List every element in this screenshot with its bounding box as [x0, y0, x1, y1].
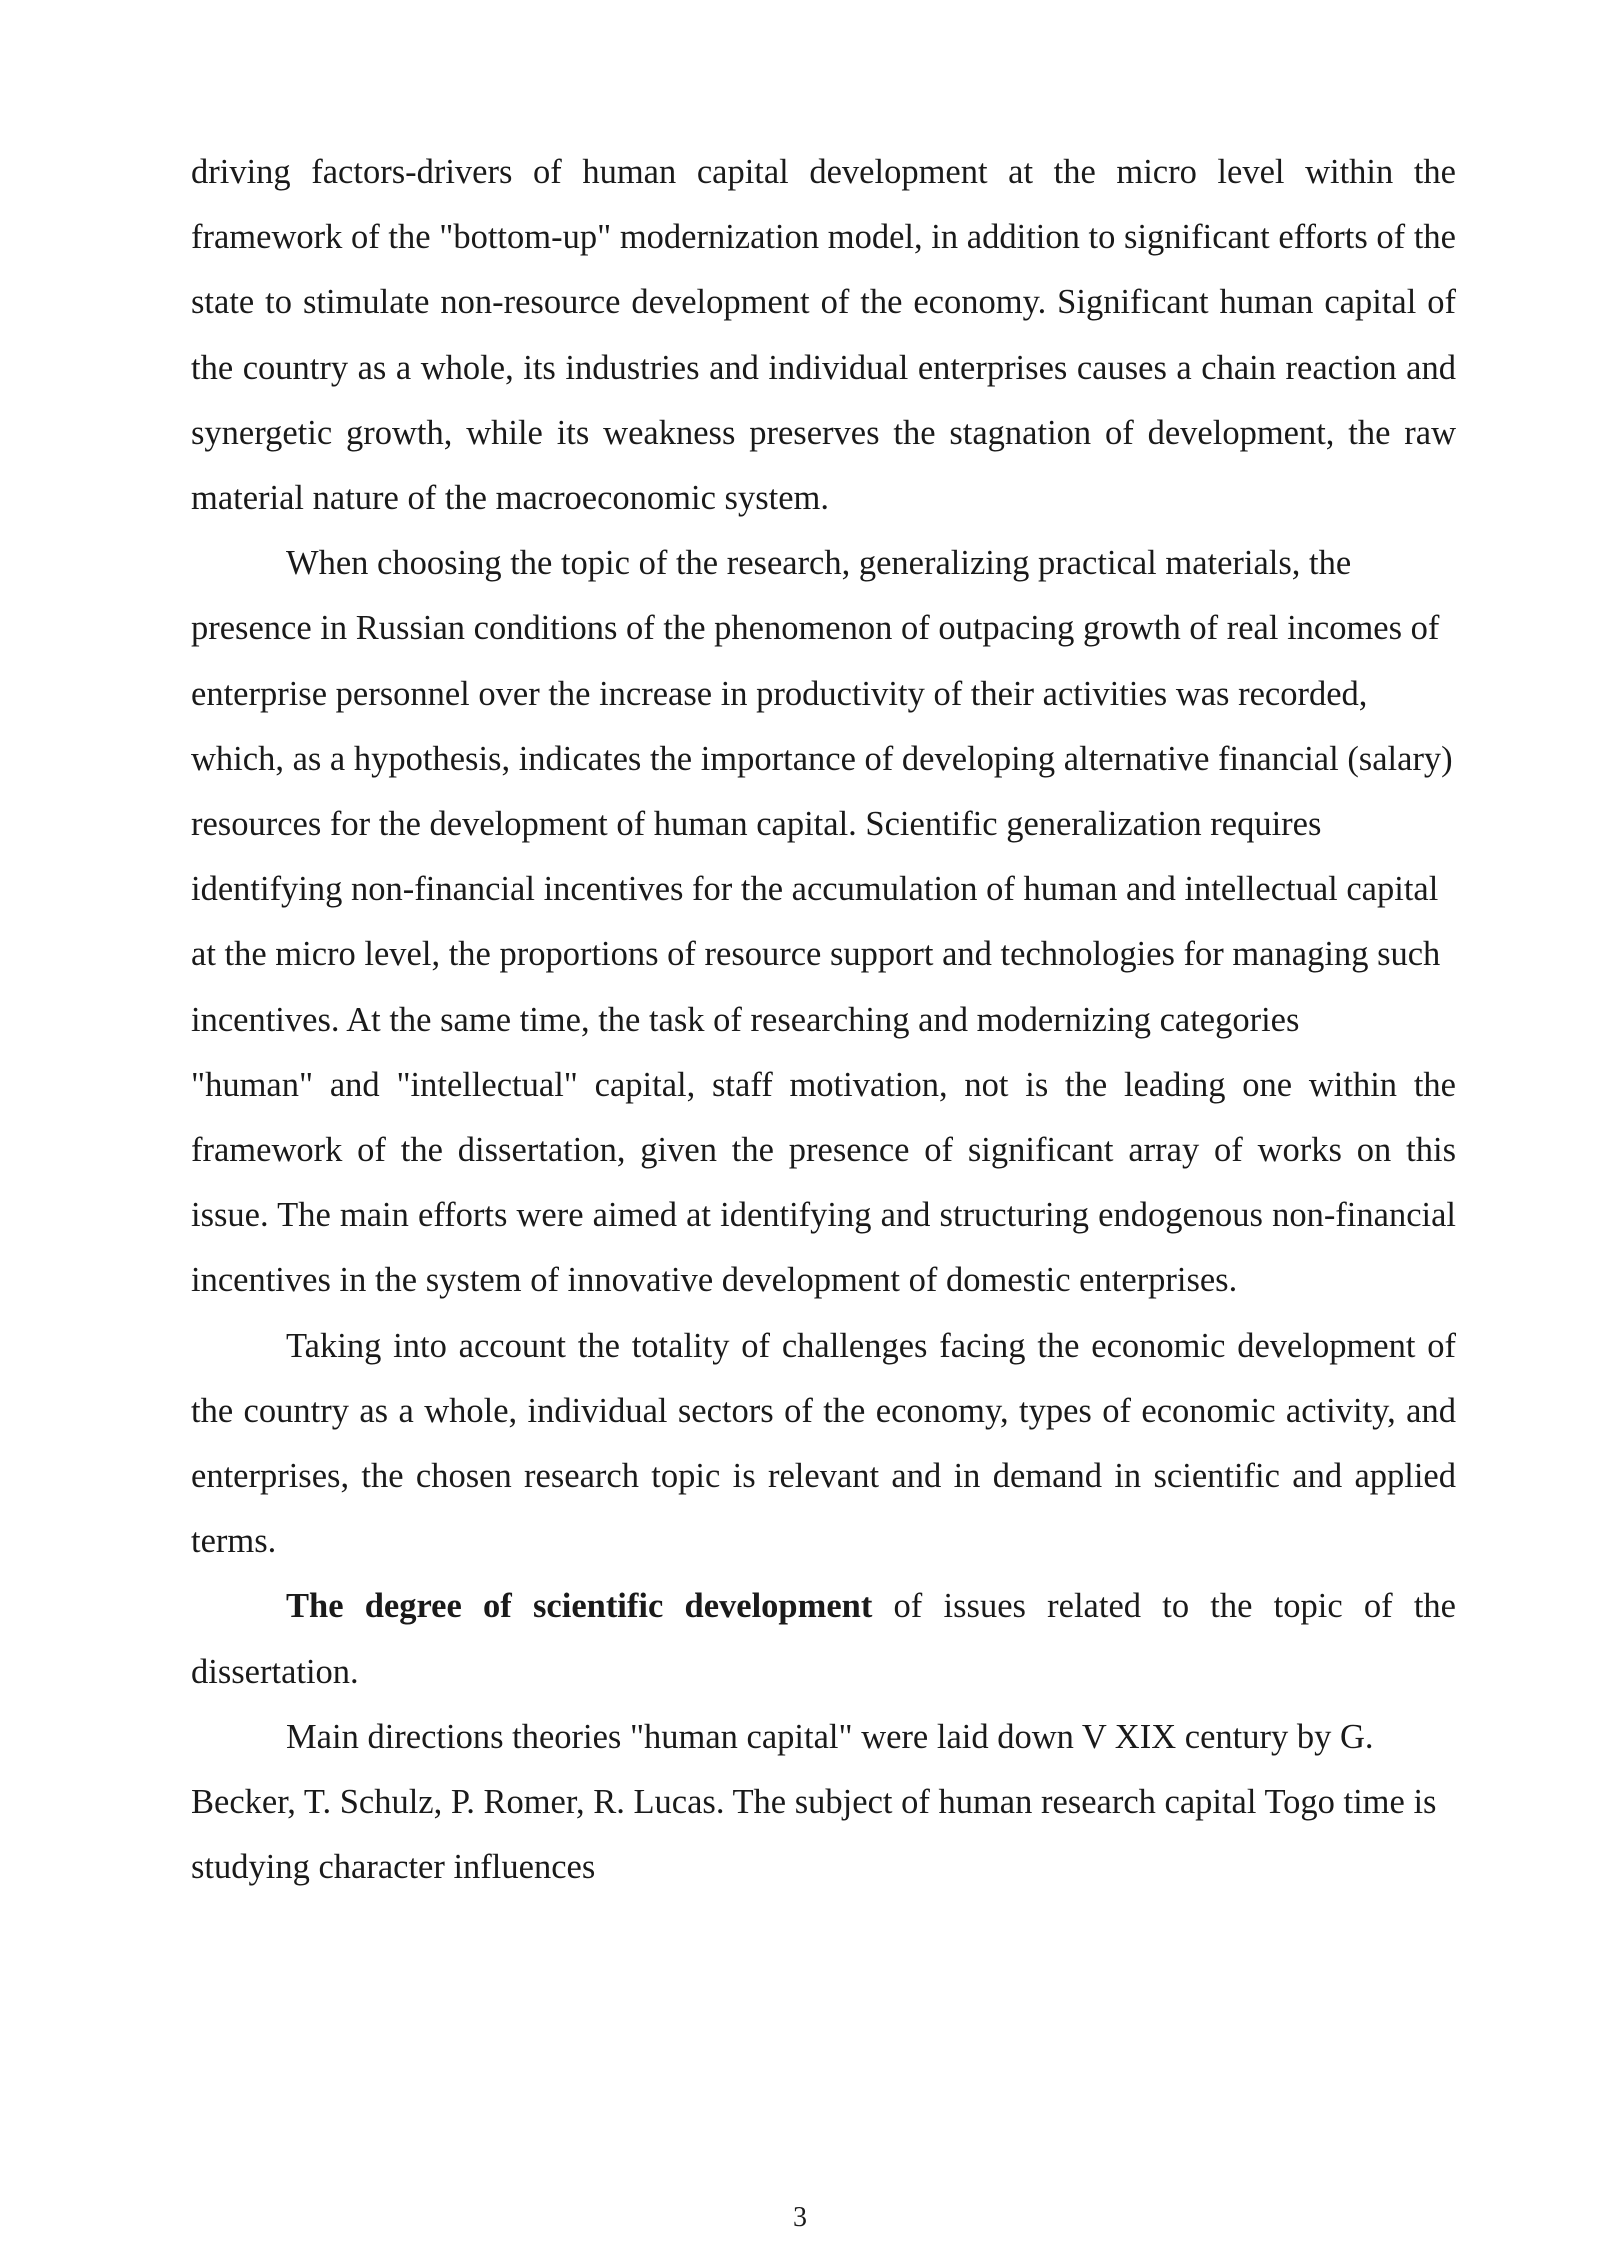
document-body: [191, 140, 1456, 1900]
page-number: 3: [793, 2202, 807, 2233]
paragraph-continuation: driving factors-drivers of human capital development at the micro level within the framework of the "bottom-up" modernization model, in addition to significant efforts of the state to stimulate non-resource development of the economy. Significant human capital of the country as a whole, its industries and individual enterprises causes a chain reaction and synergetic growth, while its weakness preserves the stagnation of development, the raw material nature of the macroeconomic system.: [191, 153, 1456, 518]
paragraph-main-directions: Main directions theories "human capital" were laid down V XIX century by G. Becker, T. Schulz, P. Romer, R. Lucas. The subject of human research capital Togo time is studying character influences: [191, 1717, 1437, 1887]
paragraph-human-intellectual-capital: "human" and "intellectual" capital, staff motivation, not is the leading one within the framework of the dissertation, given the presence of significant array of works on this issue. The main efforts were aimed at identifying and structuring endogenous non-financial incentives in the system of innovative development of domestic enterprises.: [191, 1065, 1456, 1300]
paragraph-challenges: Taking into account the totality of challenges facing the economic development of the country as a whole, individual sectors of the economy, types of economic activity, and enterprises, the chosen research topic is relevant and in demand in scientific and applied terms.: [191, 1326, 1456, 1561]
paragraph-research-topic: When choosing the topic of the research, generalizing practical materials, the presence in Russian conditions of the phenomenon of outpacing growth of real incomes of enterprise personnel over the increase in productivity of their activities was recorded, which, as a hypothesis, indicates the importance of developing alternative financial (salary) resources for the development of human capital. Scientific generalization requires identifying non-financial incentives for the accumulation of human and intellectual capital at the micro level, the proportions of resource support and technologies for managing such incentives. At the same time, the task of researching and modernizing categories: [191, 544, 1453, 1039]
paragraph-degree-text: of issues related to the topic of the dissertation.: [191, 1587, 1456, 1691]
section-heading-degree-of-development: The degree of scientific development: [286, 1587, 873, 1626]
paragraph-degree-of-development: [191, 1574, 1456, 1704]
